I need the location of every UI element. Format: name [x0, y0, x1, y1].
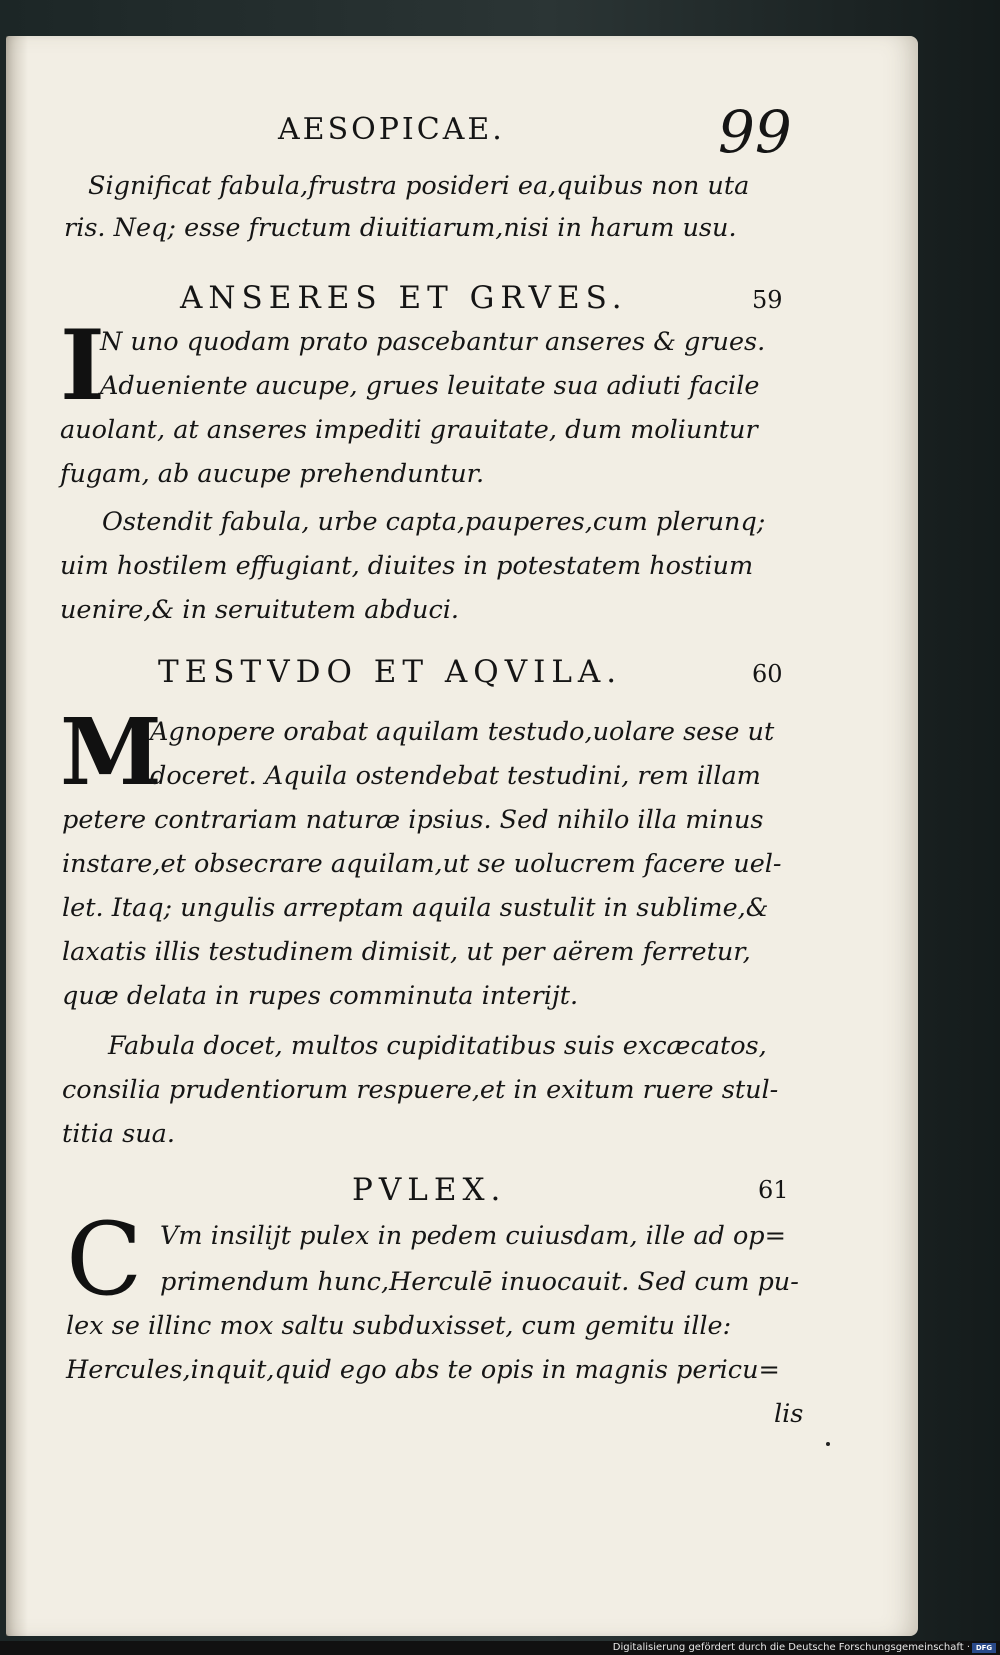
fable-line: Hercules,inquit,quid ego abs te opis in magnis pericu= — [66, 1355, 780, 1385]
intro-line: ris. Neq; esse fructum diuitiarum,nisi in harum usu. — [64, 213, 737, 243]
moral-line: uim hostilem effugiant, diuites in potestatem hostium — [60, 551, 754, 581]
fable-line: petere contrariam naturæ ipsius. Sed nihilo illa minus — [62, 805, 764, 835]
digitization-footer — [0, 1641, 1000, 1655]
fable-line: lex se illinc mox saltu subduxisset, cum gemitu ille: — [66, 1311, 732, 1341]
fable-number: 60 — [752, 660, 783, 688]
drop-initial: I — [60, 309, 105, 422]
running-title: AESOPICAE. — [278, 112, 505, 147]
fable-line: let. Itaq; ungulis arreptam aquila sustulit in sublime,& — [62, 893, 769, 923]
moral-line: Ostendit fabula, urbe capta,pauperes,cum plerunq; — [102, 507, 766, 537]
fable-line: Vm insilijt pulex in pedem cuiusdam, ille ad op= — [160, 1221, 786, 1251]
fable-title: TESTVDO ET AQVILA. — [158, 654, 623, 690]
fable-title: PVLEX. — [352, 1172, 507, 1208]
fable-line: auolant, at anseres impediti grauitate, dum moliuntur — [60, 415, 758, 445]
dfg-logo-icon: DFG — [972, 1643, 996, 1653]
fable-line: Adueniente aucupe, grues leuitate sua adiuti facile — [100, 371, 760, 401]
paper-speck — [826, 1442, 830, 1446]
fable-line: quæ delata in rupes comminuta interijt. — [62, 981, 579, 1011]
intro-line: Significat fabula,frustra posideri ea,quibus non uta — [88, 171, 750, 201]
fable-title: ANSERES ET GRVES. — [180, 280, 628, 316]
moral-line: titia sua. — [62, 1119, 175, 1149]
fable-line: Agnopere orabat aquilam testudo,uolare sese ut — [150, 717, 775, 747]
fable-line: doceret. Aquila ostendebat testudini, rem illam — [150, 761, 761, 791]
fable-line: primendum hunc,Herculē inuocauit. Sed cum pu- — [160, 1267, 799, 1297]
fable-line: N uno quodam prato pascebantur anseres & grues. — [100, 327, 766, 357]
fable-number: 61 — [758, 1176, 789, 1204]
moral-line: uenire,& in seruitutem abduci. — [60, 595, 460, 625]
drop-initial: M — [60, 698, 162, 806]
moral-line: consilia prudentiorum respuere,et in exitum ruere stul- — [62, 1075, 779, 1105]
moral-line: Fabula docet, multos cupiditatibus suis excæcatos, — [108, 1031, 767, 1061]
fable-number: 59 — [752, 286, 783, 314]
footer-credit: Digitalisierung gefördert durch die Deutsche Forschungsgemeinschaft · — [612, 1642, 970, 1653]
fable-line: fugam, ab aucupe prehenduntur. — [60, 459, 485, 489]
page-number: 99 — [718, 98, 792, 166]
drop-initial: C — [66, 1201, 143, 1318]
fable-line: instare,et obsecrare aquilam,ut se uolucrem facere uel- — [62, 849, 782, 879]
catchword: lis — [774, 1399, 804, 1429]
fable-line: laxatis illis testudinem dimisit, ut per aërem ferretur, — [62, 937, 751, 967]
page-gutter-shadow — [6, 36, 28, 1636]
